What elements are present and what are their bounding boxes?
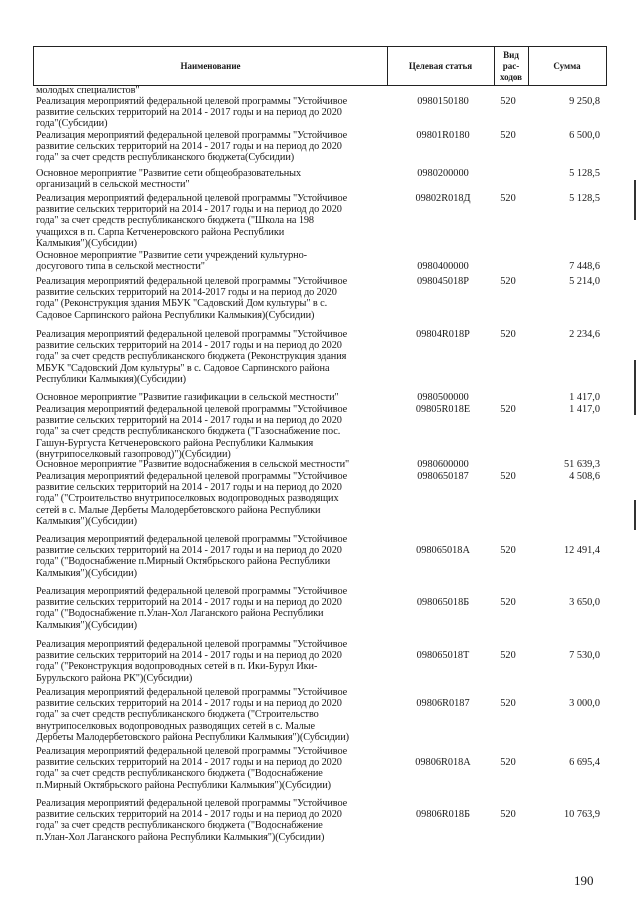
row-expense-type: 520 <box>500 329 516 340</box>
scan-edge-mark <box>634 500 636 530</box>
row-sum: 10 763,9 <box>563 809 600 821</box>
header-vid: Вид рас- ходов <box>499 49 523 82</box>
row-sum: 3 650,0 <box>569 597 600 609</box>
row-name: Основное мероприятие "Развитие сети учреждений культурно- досугового типа в сельской местности" <box>36 250 307 273</box>
row-code: 0980650187 <box>417 471 469 482</box>
row-name: Реализация мероприятий федеральной целевой программы "Устойчивое развитие сельских территорий на 2014 - 2017 годы и на период до 2020 года" ("Реконструкция водопроводных сетей в п. Ики-Бурул Ики- Бурульского района РК")(Субсидии) <box>36 639 348 684</box>
row-code: 0980400000 <box>417 261 469 273</box>
row-expense-type: 520 <box>500 96 516 107</box>
row-sum: 3 000,0 <box>569 698 600 710</box>
row-expense-type: 520 <box>500 809 516 821</box>
row-sum: 6 695,4 <box>569 757 600 769</box>
header-sum: Сумма <box>553 60 581 71</box>
row-sum: 2 234,6 <box>569 329 600 340</box>
row-code: 0980200000 <box>417 168 469 179</box>
row-code: 09806R018Б <box>416 809 470 821</box>
row-sum: 4 508,6 <box>569 471 600 482</box>
row-sum: 12 491,4 <box>563 545 600 557</box>
row-sum: 1 417,0 <box>569 392 600 403</box>
row-name: Реализация мероприятий федеральной целевой программы "Устойчивое развитие сельских территорий на 2014-2017 годы и на период до 2020 года" (Реконструкция здания МБУК "Садовский Дом культуры" в с. Садовое Сарпинского района Республики Калмыкия)(Субсидии) <box>36 276 348 321</box>
row-sum: 7 448,6 <box>569 261 600 273</box>
row-name: Реализация мероприятий федеральной целевой программы "Устойчивое развитие сельских территорий на 2014 - 2017 годы и на период до 2020 года" за счет средств республиканского бюджета ("Газоснабжение пос. Гашун-Бургуста Кетченеровского района Республики Калмыкия (внутрипоселковый газопровод)")(Субсидии) <box>36 404 348 460</box>
row-name: молодых специалистов" <box>36 85 140 96</box>
row-code: 09806R0187 <box>416 698 470 710</box>
row-sum: 51 639,3 <box>563 459 600 470</box>
row-expense-type: 520 <box>500 650 516 662</box>
row-name: Основное мероприятие "Развитие сети общеобразовательных организаций в сельской местности" <box>36 168 302 191</box>
row-sum: 1 417,0 <box>569 404 600 415</box>
row-code: 098065018Т <box>416 650 470 662</box>
row-name: Реализация мероприятий федеральной целевой программы "Устойчивое развитие сельских территорий на 2014 - 2017 годы и на период до 2020 года" ("Строительство внутрипоселковых водопроводных разводящих сетей в с. Малые Дербеты Малодербетовского района Республики Калмыкия")(Субсидии) <box>36 471 348 527</box>
row-code: 0980500000 <box>417 392 469 403</box>
row-name: Реализация мероприятий федеральной целевой программы "Устойчивое развитие сельских территорий на 2014 - 2017 годы и на период до 2020 года" ("Водоснабжение п.Мирный Октябрьского района Республики Калмыкия")(Субсидии) <box>36 534 348 579</box>
row-code: 09801R0180 <box>416 130 470 141</box>
row-expense-type: 520 <box>500 698 516 710</box>
row-code: 09804R018Р <box>416 329 470 340</box>
row-name: Реализация мероприятий федеральной целевой программы "Устойчивое развитие сельских территорий на 2014 - 2017 годы и на период до 2020 года"(Субсидии) <box>36 96 348 130</box>
scan-edge-mark <box>634 180 636 220</box>
row-code: 098065018А <box>416 545 470 557</box>
row-name: Реализация мероприятий федеральной целевой программы "Устойчивое развитие сельских территорий на 2014 - 2017 годы и на период до 2020 года" за счет средств республиканского бюджета ("Школа на 198 учащихся в п. Сарпа Кетченеровского района Республики Калмыкия")(Субсидии) <box>36 193 348 249</box>
row-name: Реализация мероприятий федеральной целевой программы "Устойчивое развитие сельских территорий на 2014 - 2017 годы и на период до 2020 года" за счет средств республиканского бюджета ("Водоснабжение п.Улан-Хол Лаганского района Республики Калмыкия")(Субсидии) <box>36 798 348 843</box>
row-name: Реализация мероприятий федеральной целевой программы "Устойчивое развитие сельских территорий на 2014 - 2017 годы и на период до 2020 года" ("Водоснабжение п.Улан-Хол Лаганского района Республики Калмыкия")(Субсидии) <box>36 586 348 631</box>
row-expense-type: 520 <box>500 130 516 141</box>
row-expense-type: 520 <box>500 193 516 204</box>
table-header <box>33 46 607 86</box>
row-sum: 6 500,0 <box>569 130 600 141</box>
row-code: 0980150180 <box>417 96 469 107</box>
row-expense-type: 520 <box>500 757 516 769</box>
header-name: Наименование <box>180 60 241 71</box>
page-number: 190 <box>574 873 594 888</box>
row-name: Основное мероприятие "Развитие водоснабжения в сельской местности" <box>36 459 350 470</box>
row-sum: 7 530,0 <box>569 650 600 662</box>
row-sum: 5 214,0 <box>569 276 600 287</box>
row-expense-type: 520 <box>500 404 516 415</box>
row-expense-type: 520 <box>500 471 516 482</box>
row-name: Реализация мероприятий федеральной целевой программы "Устойчивое развитие сельских территорий на 2014 - 2017 годы и на период до 2020 года" за счет средств республиканского бюджета ("Водоснабжение п.Мирный Октябрьского района Республики Калмыкия")(Субсидии) <box>36 746 348 791</box>
row-code: 09806R018А <box>415 757 471 769</box>
row-sum: 5 128,5 <box>569 168 600 179</box>
header-code: Целевая статья <box>408 60 473 71</box>
row-sum: 5 128,5 <box>569 193 600 204</box>
row-name: Основное мероприятие "Развитие газификации в сельской местности" <box>36 392 339 403</box>
row-code: 098045018Р <box>416 276 470 287</box>
row-expense-type: 520 <box>500 276 516 287</box>
scan-edge-mark <box>634 360 636 415</box>
row-code: 098065018Б <box>416 597 470 609</box>
row-expense-type: 520 <box>500 597 516 609</box>
row-name: Реализация мероприятий федеральной целевой программы "Устойчивое развитие сельских территорий на 2014 - 2017 годы и на период до 2020 года" за счет средств республиканского бюджета (Реконструкция здания МБУК "Садовский Дом культуры" в с. Садовое Сарпинского района Республики Калмыкия)(Субсидии) <box>36 329 348 385</box>
row-expense-type: 520 <box>500 545 516 557</box>
row-code: 0980600000 <box>417 459 469 470</box>
row-code: 09805R018Е <box>415 404 471 415</box>
row-sum: 9 250,8 <box>569 96 600 107</box>
row-code: 09802R018Д <box>415 193 471 204</box>
row-name: Реализация мероприятий федеральной целевой программы "Устойчивое развитие сельских территорий на 2014 - 2017 годы и на период до 2020 года" за счет средств республиканского бюджета ("Строительство внутрипоселковых водопроводных разводящих сетей в с. Малые Дербеты Малодербетовского района Республики Калмыкия")(Субсидии) <box>36 687 349 743</box>
row-name: Реализация мероприятий федеральной целевой программы "Устойчивое развитие сельских территорий на 2014 - 2017 годы и на период до 2020 года" за счет средств республиканского бюджета(Субсидии) <box>36 130 348 164</box>
